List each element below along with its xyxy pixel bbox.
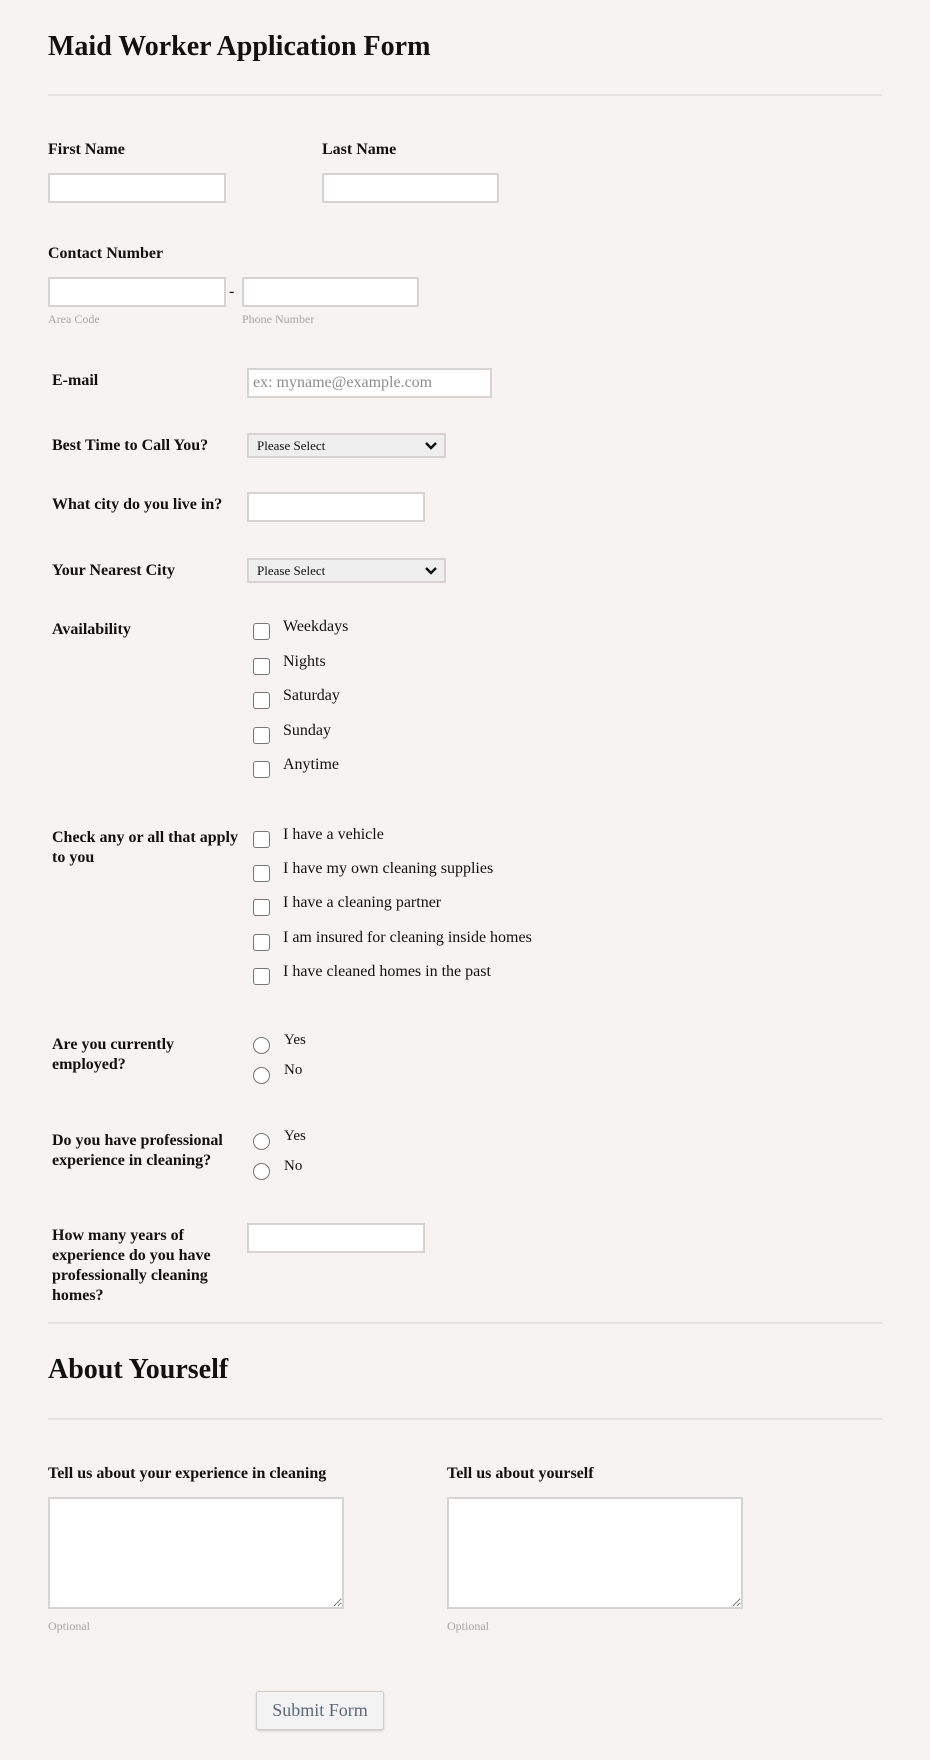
city-input[interactable] (247, 492, 425, 522)
checkbox[interactable] (253, 934, 270, 951)
checkbox[interactable] (253, 761, 270, 778)
checkbox[interactable] (253, 865, 270, 882)
section-heading: About Yourself (48, 1354, 229, 1385)
availability-label: Availability (52, 621, 131, 638)
best-time-select[interactable] (247, 433, 446, 458)
checkbox[interactable] (253, 727, 270, 744)
chevron-down-icon (424, 564, 438, 578)
submit-button[interactable]: Submit Form (256, 1691, 384, 1730)
first-name-input[interactable] (48, 173, 226, 203)
last-name-input[interactable] (322, 173, 499, 203)
checkbox[interactable] (253, 899, 270, 916)
nearest-city-select[interactable] (247, 558, 446, 583)
area-code-sublabel: Area Code (48, 312, 100, 326)
best-time-selected: Please Select (257, 438, 326, 453)
email-input[interactable] (247, 368, 492, 398)
area-code-input[interactable] (48, 277, 226, 307)
years-label: How many years of experience do you have professionally cleaning homes? (52, 1227, 211, 1304)
contact-number-label: Contact Number (48, 245, 164, 262)
yourself-sublabel: Optional (447, 1619, 489, 1633)
applies-label: Check any or all that apply to you (52, 829, 238, 866)
nearest-city-label: Your Nearest City (52, 562, 175, 579)
radio[interactable] (253, 1163, 270, 1180)
pro-experience-label: Do you have professional experience in cleaning? (52, 1132, 223, 1169)
radio[interactable] (253, 1133, 270, 1150)
email-label: E-mail (52, 372, 99, 389)
phone-number-input[interactable] (242, 277, 419, 307)
last-name-label: Last Name (322, 141, 397, 158)
experience-sublabel: Optional (48, 1619, 90, 1633)
checkbox[interactable] (253, 692, 270, 709)
checkbox[interactable] (253, 623, 270, 640)
chevron-down-icon (424, 439, 438, 453)
years-input[interactable] (247, 1223, 425, 1253)
yourself-label: Tell us about yourself (447, 1465, 594, 1482)
city-label: What city do you live in? (52, 496, 223, 513)
checkbox[interactable] (253, 831, 270, 848)
first-name-label: First Name (48, 141, 125, 158)
phone-number-sublabel: Phone Number (242, 312, 315, 326)
experience-label: Tell us about your experience in cleaning (48, 1465, 327, 1482)
divider (48, 1322, 882, 1324)
yourself-textarea[interactable] (447, 1497, 743, 1609)
employed-label: Are you currently employed? (52, 1036, 175, 1073)
phone-separator: - (229, 283, 235, 300)
best-time-label: Best Time to Call You? (52, 437, 209, 454)
checkbox[interactable] (253, 968, 270, 985)
nearest-city-selected: Please Select (257, 563, 326, 578)
checkbox[interactable] (253, 658, 270, 675)
divider (48, 1418, 882, 1420)
page-title: Maid Worker Application Form (48, 31, 431, 62)
experience-textarea[interactable] (48, 1497, 344, 1609)
radio[interactable] (253, 1037, 270, 1054)
divider (48, 94, 882, 96)
radio[interactable] (253, 1067, 270, 1084)
